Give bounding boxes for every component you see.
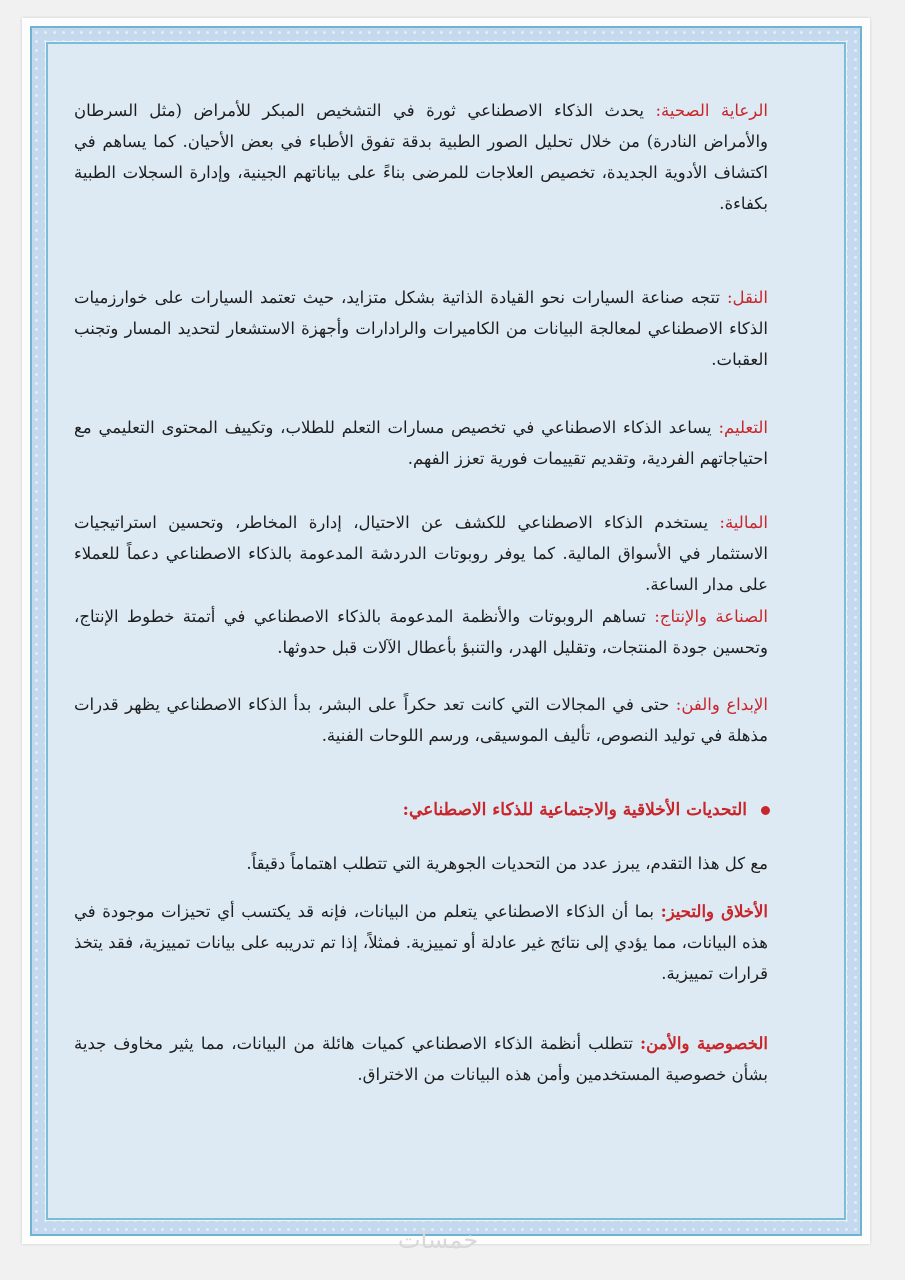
heading-text: التحديات الأخلاقية والاجتماعية للذكاء الاصطناعي: — [402, 800, 747, 820]
section-creativity — [74, 689, 768, 751]
challenge-body: تتطلب أنظمة الذكاء الاصطناعي كميات هائلة من البيانات، مما يثير مخاوف جدية بشأن خصوصية المستخدمين وأمن هذه البيانات من الاختراق. — [74, 1034, 768, 1084]
section-body: يحدث الذكاء الاصطناعي ثورة في التشخيص المبكر للأمراض (مثل السرطان والأمراض النادرة) من خلال تحليل الصور الطبية بدقة تفوق الأطباء في بعض الأحيان. كما يساهم في اكتشاف الأدوية الجديدة، تخصيص العلاجات للمرضى بناءً على بياناتهم الجينية، وإدارة السجلات الطبية بكفاءة. — [74, 101, 768, 213]
section-term: الإبداع والفن: — [675, 695, 769, 714]
challenge-privacy — [74, 1028, 768, 1090]
bullet-icon — [761, 806, 770, 815]
section-term: الصناعة والإنتاج: — [654, 607, 768, 626]
section-term: التعليم: — [718, 418, 768, 437]
challenge-ethics — [74, 896, 768, 989]
section-body: يساعد الذكاء الاصطناعي في تخصيص مسارات التعلم للطلاب، وتكييف المحتوى التعليمي مع احتياجاتهم الفردية، وتقديم تقييمات فورية تعزز الفهم. — [74, 418, 768, 468]
watermark: خمسات — [398, 1226, 479, 1254]
section-education — [74, 412, 768, 474]
section-body: حتى في المجالات التي كانت تعد حكراً على البشر، بدأ الذكاء الاصطناعي يظهر قدرات مذهلة في توليد النصوص، تأليف الموسيقى، ورسم اللوحات الفنية. — [74, 695, 768, 745]
section-body: يستخدم الذكاء الاصطناعي للكشف عن الاحتيال، إدارة المخاطر، وتحسين استراتيجيات الاستثمار في الأسواق المالية. كما يوفر روبوتات الدردشة المدعومة بالذكاء الاصطناعي دعماً للعملاء على مدار الساعة. — [74, 513, 768, 594]
section-term: الرعاية الصحية: — [655, 101, 768, 120]
challenges-intro — [74, 848, 768, 879]
challenge-body: بما أن الذكاء الاصطناعي يتعلم من البيانات، فإنه قد يكتسب أي تحيزات موجودة في هذه البيانات، مما يؤدي إلى نتائج غير عادلة أو تمييزية. فمثلاً، إذا تم تدريبه على بيانات تمييزية، فقد يتخذ قرارات تمييزية. — [74, 902, 768, 983]
section-finance — [74, 507, 768, 600]
section-term: المالية: — [719, 513, 768, 532]
challenge-term: الخصوصية والأمن: — [640, 1034, 768, 1053]
section-body: تتجه صناعة السيارات نحو القيادة الذاتية بشكل متزايد، حيث تعتمد السيارات على خوارزميات الذكاء الاصطناعي لمعالجة البيانات من الكاميرات والرادارات وأجهزة الاستشعار لتحديد المسار وتجنب العقبات. — [74, 288, 768, 369]
section-industry — [74, 601, 768, 663]
intro-text: مع كل هذا التقدم، يبرز عدد من التحديات الجوهرية التي تتطلب اهتماماً دقيقاً. — [246, 854, 768, 873]
section-body: تساهم الروبوتات والأنظمة المدعومة بالذكاء الاصطناعي في أتمتة خطوط الإنتاج، وتحسين جودة المنتجات، وتقليل الهدر، والتنبؤ بأعطال الآلات قبل حدوثها. — [74, 607, 768, 657]
section-transport — [74, 282, 768, 375]
challenge-term: الأخلاق والتحيز: — [660, 902, 768, 921]
section-term: النقل: — [727, 288, 768, 307]
challenges-heading — [380, 795, 770, 825]
section-healthcare — [74, 95, 768, 219]
